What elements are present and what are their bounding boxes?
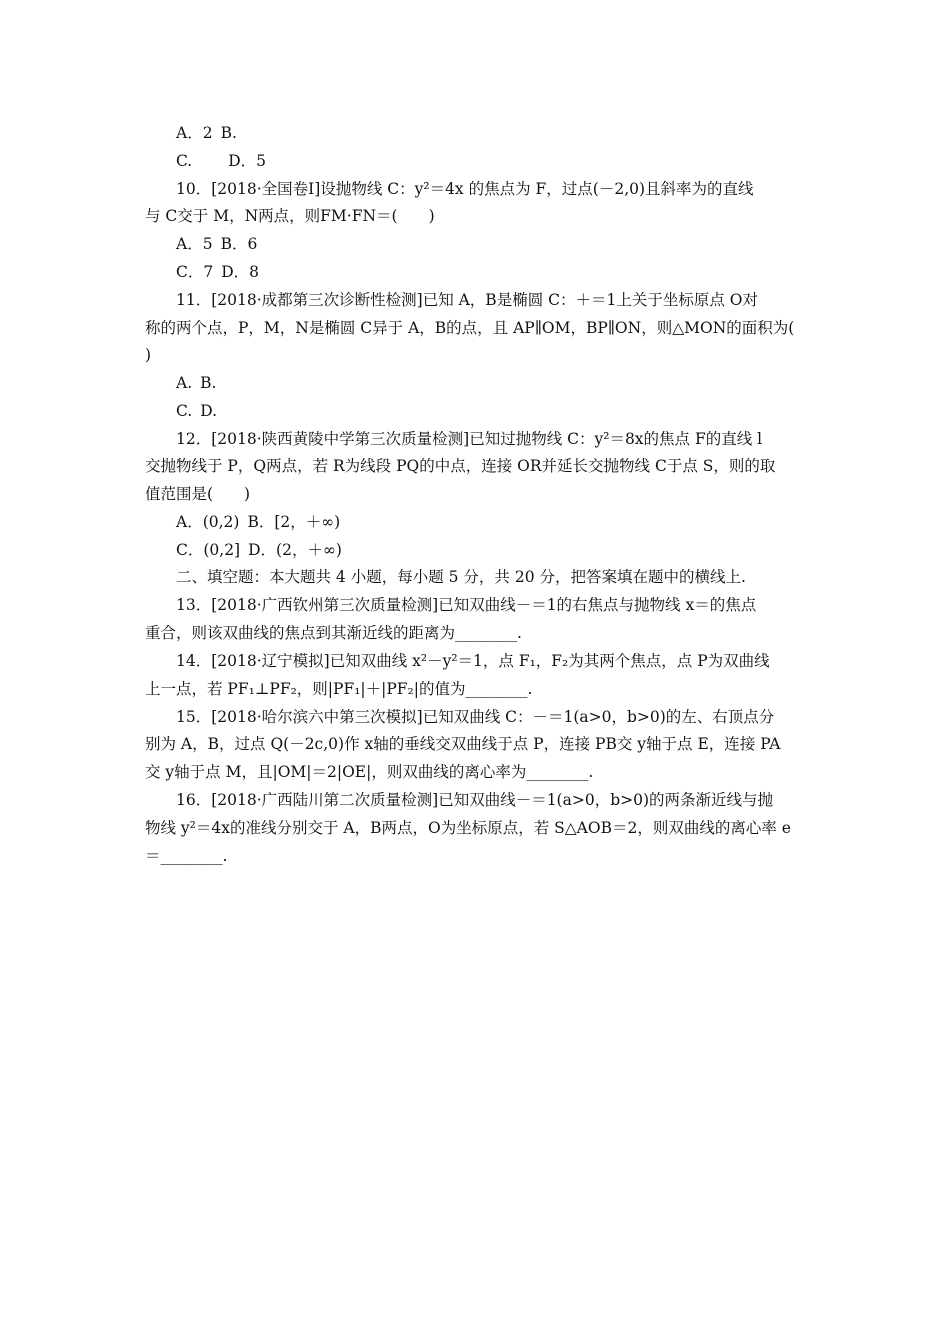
q10-options-row-1: [176, 234, 257, 254]
q11-line-3: ): [145, 346, 152, 364]
q14-line-2: 上一点，若 PF₁⊥PF₂，则|PF₁|＋|PF₂|的值为________.: [145, 680, 533, 698]
q11-option-a: A.: [176, 374, 193, 392]
q12-line-3: 值范围是( ): [145, 485, 251, 503]
q11-line-1: 11．[2018·成都第三次诊断性检测]已知 A，B是椭圆 C：＋＝1上关于坐标原点 O对: [176, 291, 758, 309]
q15-line-2: 别为 A，B，过点 Q(－2c,0)作 x轴的垂线交双曲线于点 P，连接 PB交 y轴于点 E，连接 PA: [145, 735, 781, 753]
q9-option-c: C.: [176, 152, 193, 170]
q12-option-a: A．(0,2): [176, 513, 240, 531]
q9-option-a: A．2: [176, 124, 213, 142]
q11-option-b: B.: [200, 374, 217, 392]
q16-line-2: 物线 y²＝4x的准线分别交于 A，B两点，O为坐标原点，若 S△AOB＝2，则双曲线的离心率 e: [145, 819, 791, 837]
q12-option-b: B．[2，＋∞): [247, 513, 341, 531]
q9-options-row-1: [176, 123, 237, 143]
q14-line-1: 14．[2018·辽宁模拟]已知双曲线 x²－y²＝1，点 F₁，F₂为其两个焦点，点 P为双曲线: [176, 652, 770, 670]
q15-line-3: 交 y轴于点 M，且|OM|＝2|OE|，则双曲线的离心率为________.: [145, 763, 594, 781]
q10-option-b: B．6: [220, 235, 258, 253]
q10-option-d: D．8: [221, 263, 260, 281]
q10-line-1: 10．[2018·全国卷Ⅰ]设抛物线 C：y²＝4x 的焦点为 F，过点(－2,0)且斜率为的直线: [176, 180, 754, 198]
q9-options-row-2: [176, 151, 266, 171]
q12-option-d: D．(2，＋∞): [248, 541, 342, 559]
q11-options-row-2: [176, 401, 217, 421]
q12-options-row-2: [176, 540, 342, 560]
q9-option-d: D．5: [228, 152, 267, 170]
q16-line-3: ＝________.: [145, 847, 228, 865]
q10-option-c: C．7: [176, 263, 214, 281]
q10-options-row-2: [176, 262, 259, 282]
section-heading: 二、填空题：本大题共 4 小题，每小题 5 分，共 20 分，把答案填在题中的横线上.: [176, 568, 746, 586]
q11-option-c: C.: [176, 402, 193, 420]
q11-option-d: D.: [200, 402, 218, 420]
q16-line-1: 16．[2018·广西陆川第二次质量检测]已知双曲线－＝1(a>0，b>0)的两条渐近线与抛: [176, 791, 774, 809]
q9-option-b: B.: [220, 124, 237, 142]
q12-line-2: 交抛物线于 P，Q两点，若 R为线段 PQ的中点，连接 OR并延长交抛物线 C于点 S，则的取: [145, 457, 776, 475]
q12-options-row-1: [176, 512, 340, 532]
q12-option-c: C．(0,2]: [176, 541, 241, 559]
q12-line-1: 12．[2018·陕西黄陵中学第三次质量检测]已知过抛物线 C：y²＝8x的焦点 F的直线 l: [176, 430, 763, 448]
q10-line-2: 与 C交于 M，N两点，则FM·FN＝( ): [145, 207, 435, 225]
q13-line-1: 13．[2018·广西钦州第三次质量检测]已知双曲线－＝1的右焦点与抛物线 x＝的焦点: [176, 596, 757, 614]
q10-option-a: A．5: [176, 235, 213, 253]
q11-options-row-1: [176, 373, 216, 393]
q15-line-1: 15．[2018·哈尔滨六中第三次模拟]已知双曲线 C：－＝1(a>0，b>0)的左、右顶点分: [176, 708, 775, 726]
q13-line-2: 重合，则该双曲线的焦点到其渐近线的距离为________.: [145, 624, 522, 642]
q11-line-2: 称的两个点，P，M，N是椭圆 C异于 A，B的点，且 AP∥OM，BP∥ON，则△MON的面积为(: [145, 319, 795, 337]
